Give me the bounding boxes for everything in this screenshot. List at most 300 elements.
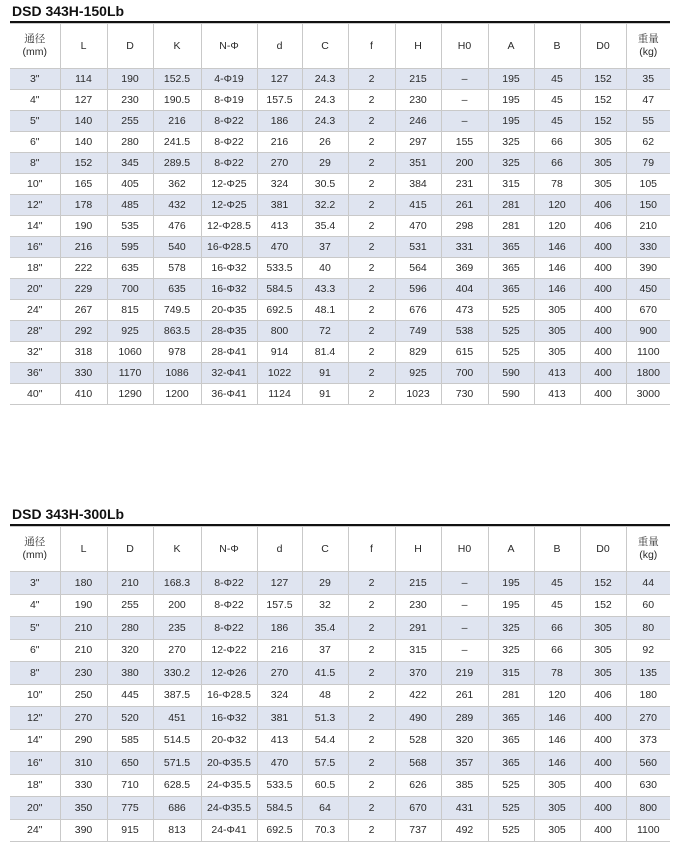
table-row: [10, 153, 670, 174]
table-cell: 525: [488, 300, 534, 321]
table-cell: 700: [107, 279, 153, 300]
table-cell: 630: [626, 774, 670, 797]
table-cell: 330: [60, 774, 107, 797]
table-cell: 16-Φ28.5: [201, 684, 257, 707]
table-cell: 8": [10, 662, 60, 685]
table-cell: 370: [395, 662, 441, 685]
table-cell: 432: [153, 195, 201, 216]
table-cell: 331: [441, 237, 488, 258]
table-cell: 525: [488, 342, 534, 363]
table-cell: 978: [153, 342, 201, 363]
table-cell: 20": [10, 797, 60, 820]
table-cell: 24": [10, 819, 60, 842]
table-cell: 381: [257, 707, 302, 730]
table-row: [10, 90, 670, 111]
table-cell: 578: [153, 258, 201, 279]
table-cell: 700: [441, 363, 488, 384]
table-cell: 560: [626, 752, 670, 775]
table-cell: 571.5: [153, 752, 201, 775]
table-cell: 16-Φ28.5: [201, 237, 257, 258]
table-cell: 91: [302, 384, 348, 405]
table-cell: 241.5: [153, 132, 201, 153]
table-cell: 525: [488, 797, 534, 820]
table-row: [10, 237, 670, 258]
table-title: DSD 343H-150Lb: [12, 3, 125, 19]
table-cell: 413: [257, 729, 302, 752]
table-cell: 1170: [107, 363, 153, 384]
table-cell: 400: [580, 279, 626, 300]
table-cell: 29: [302, 153, 348, 174]
table-cell: –: [441, 111, 488, 132]
table-cell: 1100: [626, 342, 670, 363]
table-cell: 400: [580, 300, 626, 321]
table-cell: 2: [348, 111, 395, 132]
table-cell: 584.5: [257, 797, 302, 820]
table-cell: 8-Φ22: [201, 594, 257, 617]
table-cell: 280: [107, 617, 153, 640]
column-header: N-Φ: [201, 527, 257, 572]
table-cell: 290: [60, 729, 107, 752]
column-header: 通径 (mm): [10, 527, 60, 572]
table-cell: 195: [488, 572, 534, 595]
table-cell: 43.3: [302, 279, 348, 300]
table-cell: 178: [60, 195, 107, 216]
column-header: L: [60, 24, 107, 69]
table-cell: 305: [580, 153, 626, 174]
table-cell: 925: [107, 321, 153, 342]
table-cell: 1124: [257, 384, 302, 405]
table-cell: 195: [488, 69, 534, 90]
column-header: A: [488, 527, 534, 572]
table-cell: 45: [534, 111, 580, 132]
table-cell: 650: [107, 752, 153, 775]
table-cell: 535: [107, 216, 153, 237]
column-header: 重量 (kg): [626, 527, 670, 572]
table-cell: 60: [626, 594, 670, 617]
table-cell: 289.5: [153, 153, 201, 174]
table-cell: 10": [10, 684, 60, 707]
table-cell: 146: [534, 279, 580, 300]
table-row: [10, 572, 670, 595]
table-cell: 32": [10, 342, 60, 363]
table-cell: 305: [534, 819, 580, 842]
table-cell: 635: [153, 279, 201, 300]
table-cell: 16": [10, 237, 60, 258]
table-cell: 2: [348, 363, 395, 384]
table-section-150lb: [10, 2, 670, 405]
table-cell: 152: [580, 69, 626, 90]
table-cell: 195: [488, 594, 534, 617]
table-cell: 235: [153, 617, 201, 640]
table-cell: 152: [580, 90, 626, 111]
table-cell: 410: [60, 384, 107, 405]
table-cell: 12-Φ22: [201, 639, 257, 662]
table-cell: 2: [348, 132, 395, 153]
table-row: [10, 216, 670, 237]
table-cell: 8-Φ22: [201, 153, 257, 174]
table-cell: 146: [534, 258, 580, 279]
table-cell: 78: [534, 174, 580, 195]
table-cell: 451: [153, 707, 201, 730]
table-cell: 35: [626, 69, 670, 90]
table-cell: 105: [626, 174, 670, 195]
table-cell: 280: [107, 132, 153, 153]
table-cell: 152.5: [153, 69, 201, 90]
table-cell: 24-Φ41: [201, 819, 257, 842]
table-cell: 400: [580, 707, 626, 730]
table-cell: 54.4: [302, 729, 348, 752]
table-row: [10, 819, 670, 842]
table-cell: 400: [580, 258, 626, 279]
table-cell: 70.3: [302, 819, 348, 842]
column-header: d: [257, 24, 302, 69]
table-cell: 29: [302, 572, 348, 595]
table-cell: 3": [10, 69, 60, 90]
column-header: f: [348, 527, 395, 572]
table-row: [10, 111, 670, 132]
table-cell: 2: [348, 195, 395, 216]
column-header: C: [302, 24, 348, 69]
table-cell: 150: [626, 195, 670, 216]
table-cell: 270: [153, 639, 201, 662]
table-cell: 92: [626, 639, 670, 662]
table-cell: 55: [626, 111, 670, 132]
column-header: H: [395, 527, 441, 572]
table-row: [10, 342, 670, 363]
table-cell: 190: [60, 216, 107, 237]
table-cell: 127: [257, 572, 302, 595]
table-cell: 4": [10, 90, 60, 111]
table-cell: 230: [395, 90, 441, 111]
table-cell: 24-Φ35.5: [201, 797, 257, 820]
column-header: L: [60, 527, 107, 572]
table-row: [10, 729, 670, 752]
table-cell: 8": [10, 153, 60, 174]
table-cell: 413: [534, 384, 580, 405]
table-cell: 51.3: [302, 707, 348, 730]
table-cell: 585: [107, 729, 153, 752]
table-cell: 400: [580, 752, 626, 775]
table-cell: 2: [348, 69, 395, 90]
table-cell: 40: [302, 258, 348, 279]
table-cell: 531: [395, 237, 441, 258]
table-cell: –: [441, 90, 488, 111]
column-header: 重量 (kg): [626, 24, 670, 69]
table-cell: 230: [395, 594, 441, 617]
table-cell: 800: [626, 797, 670, 820]
table-cell: 4": [10, 594, 60, 617]
table-cell: 520: [107, 707, 153, 730]
table-cell: 525: [488, 819, 534, 842]
table-cell: 324: [257, 174, 302, 195]
table-row: [10, 195, 670, 216]
table-cell: 2: [348, 684, 395, 707]
table-cell: 146: [534, 752, 580, 775]
table-cell: 670: [626, 300, 670, 321]
table-cell: 590: [488, 363, 534, 384]
table-cell: 270: [257, 662, 302, 685]
table-cell: 525: [488, 321, 534, 342]
table-cell: 365: [488, 707, 534, 730]
table-row: [10, 707, 670, 730]
table-cell: 80: [626, 617, 670, 640]
table-cell: 1100: [626, 819, 670, 842]
table-cell: 365: [488, 237, 534, 258]
table-cell: 216: [257, 639, 302, 662]
table-cell: 72: [302, 321, 348, 342]
table-cell: 829: [395, 342, 441, 363]
table-cell: 45: [534, 90, 580, 111]
table-cell: 140: [60, 111, 107, 132]
column-header: A: [488, 24, 534, 69]
table-cell: 12-Φ25: [201, 174, 257, 195]
table-cell: 79: [626, 153, 670, 174]
table-cell: 215: [395, 572, 441, 595]
table-cell: 168.3: [153, 572, 201, 595]
table-cell: 528: [395, 729, 441, 752]
table-cell: 2: [348, 594, 395, 617]
table-cell: 180: [626, 684, 670, 707]
table-cell: 2: [348, 174, 395, 195]
table-cell: –: [441, 594, 488, 617]
table-cell: 476: [153, 216, 201, 237]
table-cell: 315: [395, 639, 441, 662]
column-header: f: [348, 24, 395, 69]
table-row: [10, 752, 670, 775]
table-row: [10, 258, 670, 279]
table-cell: –: [441, 639, 488, 662]
column-header: d: [257, 527, 302, 572]
table-cell: 6": [10, 639, 60, 662]
table-cell: 81.4: [302, 342, 348, 363]
table-cell: 12": [10, 195, 60, 216]
table-cell: 2: [348, 729, 395, 752]
table-cell: 749.5: [153, 300, 201, 321]
table-cell: 490: [395, 707, 441, 730]
table-cell: 413: [534, 363, 580, 384]
table-cell: 305: [580, 132, 626, 153]
table-cell: 2: [348, 153, 395, 174]
table-cell: 2: [348, 279, 395, 300]
table-cell: 863.5: [153, 321, 201, 342]
table-cell: 400: [580, 342, 626, 363]
table-cell: 415: [395, 195, 441, 216]
table-cell: 470: [395, 216, 441, 237]
table-cell: 195: [488, 111, 534, 132]
table-cell: 362: [153, 174, 201, 195]
table-cell: 330: [60, 363, 107, 384]
table-cell: 492: [441, 819, 488, 842]
table-cell: 120: [534, 216, 580, 237]
column-header: B: [534, 24, 580, 69]
table-cell: 305: [534, 342, 580, 363]
table-cell: 2: [348, 321, 395, 342]
table-row: [10, 774, 670, 797]
table-cell: 692.5: [257, 300, 302, 321]
table-cell: 737: [395, 819, 441, 842]
table-cell: 120: [534, 684, 580, 707]
table-cell: 41.5: [302, 662, 348, 685]
table-cell: 2: [348, 707, 395, 730]
table-cell: 730: [441, 384, 488, 405]
table-cell: 216: [153, 111, 201, 132]
table-cell: 365: [488, 258, 534, 279]
table-cell: 255: [107, 594, 153, 617]
table-cell: 222: [60, 258, 107, 279]
table-cell: 186: [257, 111, 302, 132]
table-cell: 8-Φ22: [201, 111, 257, 132]
table-cell: 813: [153, 819, 201, 842]
table-cell: 37: [302, 639, 348, 662]
table-cell: 914: [257, 342, 302, 363]
table-cell: 324: [257, 684, 302, 707]
table-cell: 533.5: [257, 258, 302, 279]
table-cell: 292: [60, 321, 107, 342]
table-cell: 24": [10, 300, 60, 321]
table-cell: 165: [60, 174, 107, 195]
table-cell: 564: [395, 258, 441, 279]
column-header: D: [107, 24, 153, 69]
table-cell: 190: [60, 594, 107, 617]
table-cell: 14": [10, 216, 60, 237]
table-cell: 533.5: [257, 774, 302, 797]
table-cell: 195: [488, 90, 534, 111]
table-cell: 47: [626, 90, 670, 111]
table-cell: 216: [60, 237, 107, 258]
table-cell: 380: [107, 662, 153, 685]
table-cell: 1023: [395, 384, 441, 405]
table-title: DSD 343H-300Lb: [12, 506, 125, 522]
column-header: C: [302, 527, 348, 572]
table-cell: 16-Φ32: [201, 279, 257, 300]
table-cell: 320: [441, 729, 488, 752]
table-cell: 596: [395, 279, 441, 300]
table-cell: 114: [60, 69, 107, 90]
table-cell: 381: [257, 195, 302, 216]
table-cell: 291: [395, 617, 441, 640]
table-cell: 1200: [153, 384, 201, 405]
table-cell: 400: [580, 237, 626, 258]
table-cell: 400: [580, 797, 626, 820]
table-cell: 305: [534, 797, 580, 820]
table-cell: 1086: [153, 363, 201, 384]
table-cell: 120: [534, 195, 580, 216]
table-cell: 215: [395, 69, 441, 90]
table-cell: 37: [302, 237, 348, 258]
table-section-300lb: [10, 505, 670, 842]
table-cell: 8-Φ22: [201, 617, 257, 640]
table-cell: 261: [441, 684, 488, 707]
table-cell: 298: [441, 216, 488, 237]
table-cell: 297: [395, 132, 441, 153]
table-cell: 146: [534, 237, 580, 258]
table-cell: 568: [395, 752, 441, 775]
column-header: B: [534, 527, 580, 572]
table-cell: 686: [153, 797, 201, 820]
table-cell: 45: [534, 69, 580, 90]
table-cell: 180: [60, 572, 107, 595]
table-cell: 66: [534, 617, 580, 640]
column-header: H: [395, 24, 441, 69]
table-cell: 45: [534, 572, 580, 595]
table-cell: 628.5: [153, 774, 201, 797]
table-cell: 216: [257, 132, 302, 153]
table-cell: 78: [534, 662, 580, 685]
table-cell: 230: [107, 90, 153, 111]
table-cell: 281: [488, 195, 534, 216]
table-cell: 470: [257, 237, 302, 258]
table-cell: 231: [441, 174, 488, 195]
table-cell: 229: [60, 279, 107, 300]
table-cell: 190.5: [153, 90, 201, 111]
table-cell: 305: [534, 300, 580, 321]
table-cell: 325: [488, 153, 534, 174]
table-cell: 514.5: [153, 729, 201, 752]
table-cell: 127: [60, 90, 107, 111]
table-cell: 210: [626, 216, 670, 237]
table-cell: 470: [257, 752, 302, 775]
table-row: [10, 321, 670, 342]
table-cell: 8-Φ19: [201, 90, 257, 111]
table-cell: 305: [534, 774, 580, 797]
table-cell: 219: [441, 662, 488, 685]
table-cell: 1060: [107, 342, 153, 363]
table-cell: 800: [257, 321, 302, 342]
table-cell: 305: [580, 174, 626, 195]
table-cell: 20-Φ35.5: [201, 752, 257, 775]
table-cell: 406: [580, 195, 626, 216]
table-cell: 325: [488, 132, 534, 153]
table-cell: 2: [348, 300, 395, 321]
table-cell: 400: [580, 363, 626, 384]
table-cell: 385: [441, 774, 488, 797]
table-cell: 305: [580, 662, 626, 685]
table-cell: 318: [60, 342, 107, 363]
table-cell: 140: [60, 132, 107, 153]
table-cell: 270: [60, 707, 107, 730]
table-cell: 16-Φ32: [201, 258, 257, 279]
table-cell: 2: [348, 342, 395, 363]
table-cell: 405: [107, 174, 153, 195]
table-cell: 152: [60, 153, 107, 174]
table-cell: 66: [534, 153, 580, 174]
table-cell: 66: [534, 639, 580, 662]
table-cell: 626: [395, 774, 441, 797]
table-cell: 406: [580, 684, 626, 707]
table-cell: 676: [395, 300, 441, 321]
header-row: [10, 24, 670, 69]
table-cell: 28": [10, 321, 60, 342]
table-cell: 1290: [107, 384, 153, 405]
table-cell: 538: [441, 321, 488, 342]
table-cell: 900: [626, 321, 670, 342]
table-cell: 18": [10, 774, 60, 797]
table-cell: 146: [534, 729, 580, 752]
table-cell: 261: [441, 195, 488, 216]
table-cell: 2: [348, 90, 395, 111]
table-cell: 584.5: [257, 279, 302, 300]
table-cell: 400: [580, 774, 626, 797]
table-cell: 540: [153, 237, 201, 258]
table-cell: 48: [302, 684, 348, 707]
table-cell: 2: [348, 774, 395, 797]
table-cell: 127: [257, 69, 302, 90]
table-cell: 12-Φ25: [201, 195, 257, 216]
table-cell: 925: [395, 363, 441, 384]
table-cell: 390: [626, 258, 670, 279]
table-cell: 2: [348, 258, 395, 279]
table-cell: 157.5: [257, 594, 302, 617]
